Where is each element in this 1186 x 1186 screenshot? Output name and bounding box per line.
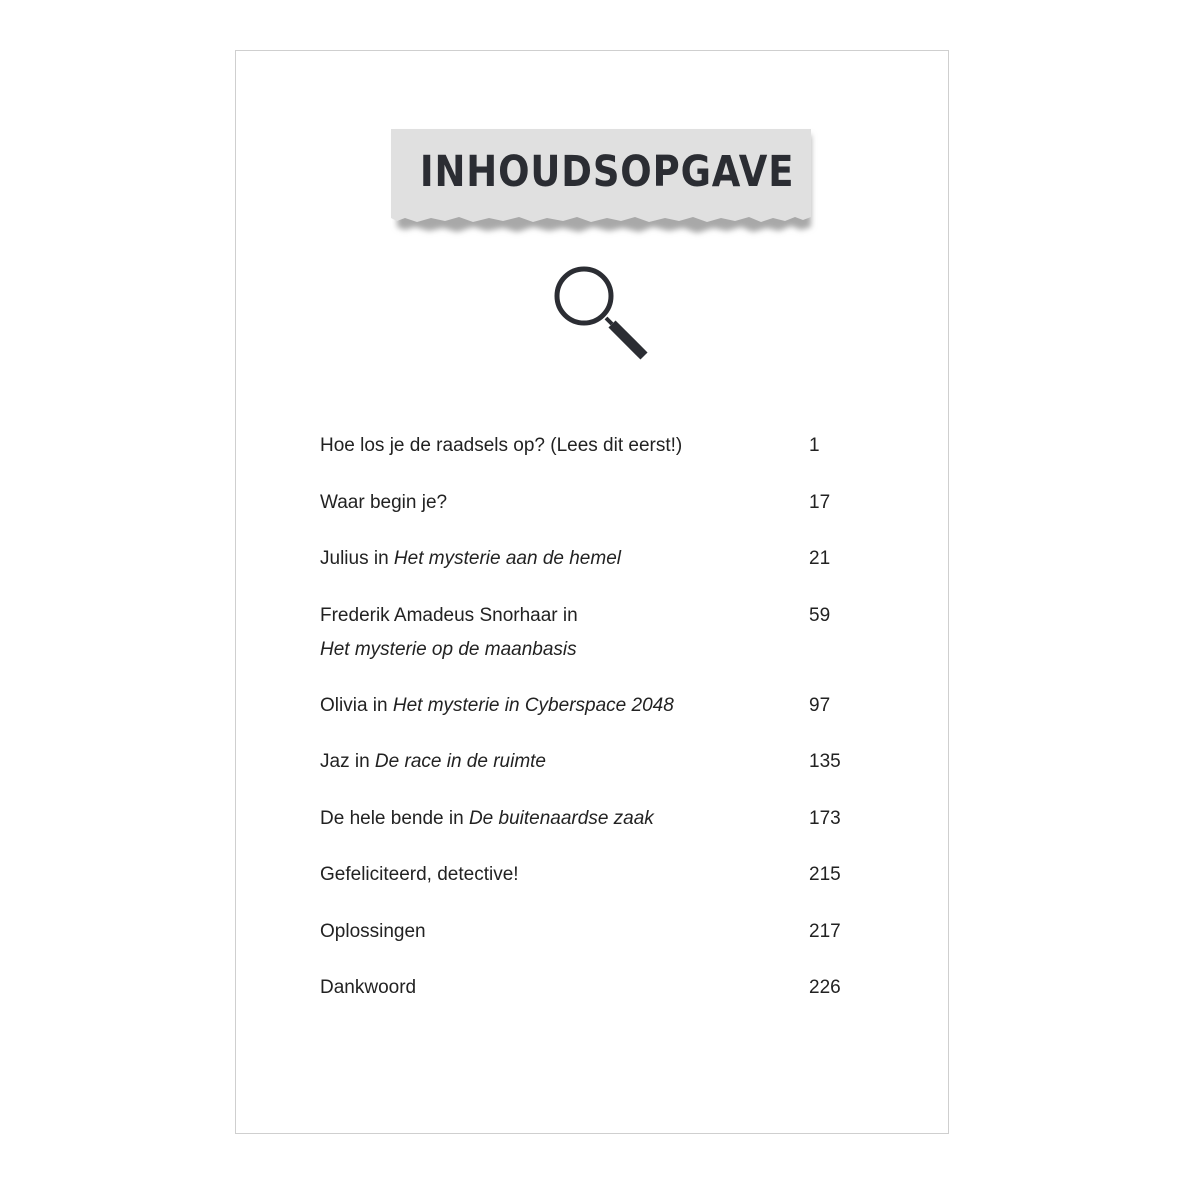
toc-entry-text: Hoe los je de raadsels op? (Lees dit eerst!) (320, 435, 683, 456)
toc-entry-text: Waar begin je? (320, 492, 448, 513)
toc-entry-title (320, 429, 790, 463)
toc-entry-text: Olivia in (320, 695, 393, 716)
toc-entry-page-number: 97 (809, 695, 831, 716)
book-page (235, 50, 949, 1134)
toc-entry-title (320, 802, 790, 836)
page-title: INHOUDSOPGAVE (419, 147, 795, 197)
toc-entry-text: Jaz in (320, 751, 375, 772)
magnifying-glass-icon (554, 264, 654, 364)
toc-entry-title (320, 971, 790, 1005)
heading-banner (391, 129, 812, 217)
toc-entry-page-number: 217 (809, 921, 841, 942)
toc-entry-title (320, 486, 790, 520)
toc-entry-text: Oplossingen (320, 921, 426, 942)
toc-entry-title (320, 858, 790, 892)
toc-entry-title (320, 915, 790, 949)
toc-entry-page-number: 135 (809, 751, 841, 772)
toc-entry-text: Gefeliciteerd, detective! (320, 864, 519, 885)
toc-entry-title (320, 542, 790, 576)
toc-entry-page-number: 215 (809, 864, 841, 885)
toc-entry-page-number: 21 (809, 548, 831, 569)
toc-entry-book-title: De buitenaardse zaak (468, 808, 654, 829)
toc-entry-text: De hele bende in (320, 808, 469, 829)
toc-entry-book-title: Het mysterie aan de hemel (393, 548, 621, 569)
toc-entry-book-title: Het mysterie in Cyberspace 2048 (392, 695, 674, 716)
toc-entry-page-number: 226 (809, 977, 841, 998)
toc-entry-page-number: 173 (809, 808, 841, 829)
toc-entry-page-number: 1 (809, 435, 820, 456)
toc-entry-title (320, 599, 790, 667)
toc-entry-text: Julius in (320, 548, 394, 569)
toc-entry-title (320, 745, 790, 779)
toc-entry-text: Dankwoord (320, 977, 417, 998)
toc-entry-book-title: Het mysterie op de maanbasis (320, 639, 577, 660)
toc-entry-book-title: De race in de ruimte (374, 751, 546, 772)
toc-entry-page-number: 17 (809, 492, 831, 513)
toc-entry-page-number: 59 (809, 605, 831, 626)
toc-entry-title (320, 689, 790, 723)
toc-entry-text: Frederik Amadeus Snorhaar in (320, 605, 578, 626)
